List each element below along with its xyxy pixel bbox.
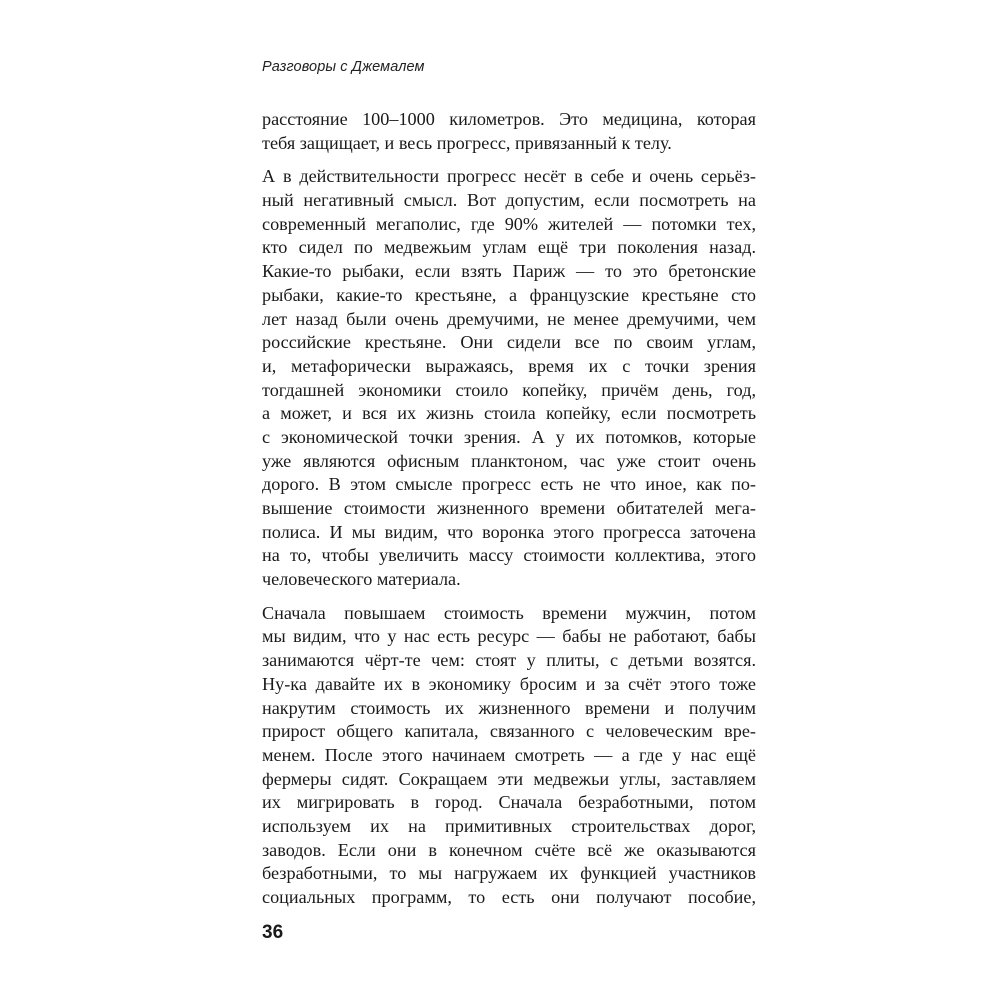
body-text [262, 108, 756, 920]
text-line: безработными, то мы нагружаем их функцией участников [262, 863, 756, 884]
running-header: Разговоры с Джемалем [262, 59, 425, 75]
text-line: накрутим стоимость их жизненного времени и получим [262, 697, 756, 718]
text-line: их мигрировать в город. Сначала безработными, потом [262, 792, 756, 813]
text-line: тогдашней экономики стоило копейку, причём день, год, [262, 379, 756, 400]
paragraph [262, 108, 756, 155]
text-line: современный мегаполис, где 90% жителей — потомки тех, [262, 213, 756, 234]
text-line: человеческого материала. [262, 569, 461, 590]
paragraph [262, 602, 756, 910]
text-line: лет назад были очень дремучими, не менее дремучими, чем [262, 308, 756, 329]
text-line: и, метафорически выражаясь, время их с точки зрения [262, 355, 756, 376]
text-line: тебя защищает, и весь прогресс, привязанный к телу. [262, 132, 672, 153]
text-line: расстояние 100–1000 километров. Это медицина, которая [262, 109, 756, 129]
text-line: кто сидел по медвежьим углам ещё три поколения назад. [262, 237, 756, 258]
text-line: социальных программ, то есть они получают пособие, [262, 887, 756, 907]
text-line: занимаются чёрт-те чем: стоят у плиты, с детьми возятся. [262, 650, 756, 671]
text-line: используем их на примитивных строительствах дорог, [262, 815, 756, 836]
text-line: Ну-ка давайте их в экономику бросим и за счёт этого тоже [262, 673, 756, 694]
text-line: заводов. Если они в конечном счёте всё же оказываются [262, 839, 756, 860]
text-line: рыбаки, какие-то крестьяне, а французские крестьяне сто [262, 284, 756, 305]
text-line: А в действительности прогресс несёт в себе и очень серьёз- [262, 166, 756, 187]
text-line: полиса. И мы видим, что воронка этого прогресса заточена [262, 521, 756, 542]
text-line: российские крестьяне. Они сидели все по своим углам, [262, 332, 756, 353]
text-line: Сначала повышаем стоимость времени мужчин, потом [262, 602, 756, 623]
text-line: а может, и вся их жизнь стоила копейку, если посмотреть [262, 403, 756, 424]
page-number: 36 [262, 922, 284, 943]
text-line: дорого. В этом смысле прогресс есть не что иное, как по- [262, 474, 756, 495]
text-line: прирост общего капитала, связанного с человеческим вре- [262, 721, 756, 742]
text-line: ный негативный смысл. Вот допустим, если посмотреть на [262, 190, 756, 211]
text-line: с экономической точки зрения. А у их потомков, которые [262, 426, 756, 447]
text-line: вышение стоимости жизненного времени обитателей мега- [262, 498, 756, 518]
text-line: уже являются офисным планктоном, час уже стоит очень [262, 450, 756, 471]
text-line: мы видим, что у нас есть ресурс — бабы не работают, бабы [262, 626, 756, 647]
text-line: на то, чтобы увеличить массу стоимости коллектива, этого [262, 545, 756, 566]
text-line: менем. После этого начинаем смотреть — а где у нас ещё [262, 744, 756, 765]
text-line: фермеры сидят. Сокращаем эти медвежьи углы, заставляем [262, 768, 756, 789]
text-line: Какие-то рыбаки, если взять Париж — то это бретонские [262, 261, 756, 282]
paragraph [262, 165, 756, 591]
